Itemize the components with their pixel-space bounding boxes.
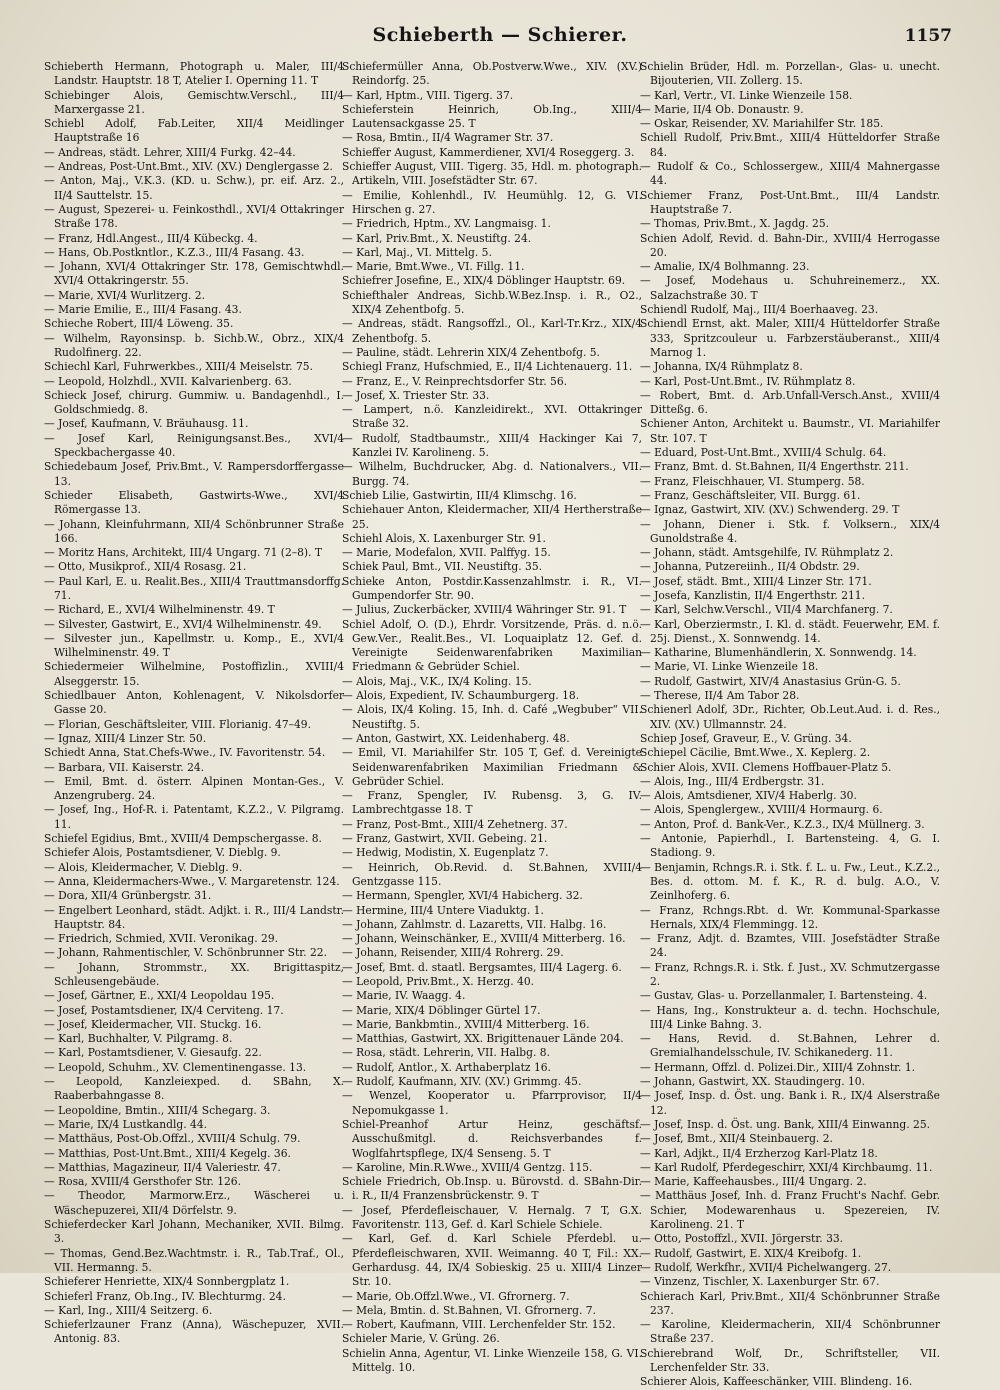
directory-entry: Schieffer August, Kammerdiener, XVI/4 Roseggerg. 3. xyxy=(342,145,635,159)
running-head: Schieberth — Schierer. xyxy=(372,24,628,46)
directory-entry: Schiefermüller Anna, Ob.Postverw.Wwe., XIV. (XV.) Reindorfg. 25. xyxy=(342,60,642,88)
directory-entry: — Rosa, städt. Lehrerin, VII. Halbg. 8. xyxy=(342,1046,550,1060)
directory-entry: — Josef, Bmt., XII/4 Steinbauerg. 2. xyxy=(640,1132,833,1146)
directory-entry: — Pauline, städt. Lehrerin XIX/4 Zehentbofg. 5. xyxy=(342,345,600,359)
directory-entry: — Johann, städt. Amtsgehilfe, IV. Rühmplatz 2. xyxy=(640,546,894,560)
directory-entry: — Ignaz, XIII/4 Linzer Str. 50. xyxy=(44,731,207,745)
directory-entry: — Franz, Spengler, IV. Rubensg. 3, G. IV. Lambrechtgasse 18. T xyxy=(342,789,642,817)
directory-entry: — Karl, Oberziermstr., I. Kl. d. städt. Feuerwehr, EM. f. 25j. Dienst., X. Sonnwendg. 14. xyxy=(640,617,940,645)
directory-entry: — Karl, Buchhalter, V. Pilgramg. 8. xyxy=(44,1032,233,1046)
directory-entry: — Emil, Bmt. d. österr. Alpinen Montan-Ges., V. Anzengruberg. 24. xyxy=(44,774,344,803)
directory-entry: — Franz, Bmt. d. St.Bahnen, II/4 Engerthstr. 211. xyxy=(640,460,909,474)
directory-entry: — Anton, Prof. d. Bank-Ver., K.Z.3., IX/4 Müllnerg. 3. xyxy=(640,817,925,831)
directory-entry: Schiegl Franz, Hufschmied, E., II/4 Lichtenauerg. 11. xyxy=(342,360,633,374)
directory-entry: — Anton, Maj., V.K.3. (KD. u. Schw.), pr. eif. Arz. 2., II/4 Sauttelstr. 15. xyxy=(44,174,344,202)
directory-entry: Schiefer Alois, Postamtsdiener, V. Dieblg. 9. xyxy=(44,846,281,860)
directory-entry: — Alois, Ing., III/4 Erdbergstr. 31. xyxy=(640,774,825,788)
directory-entry: — Karl, Hptm., VIII. Tigerg. 37. xyxy=(342,88,514,102)
directory-entry: — Wilhelm, Rayonsinsp. b. Sichb.W., Obrz., XIX/4 Rudolfinerg. 22. xyxy=(44,331,344,359)
directory-entry: — Hermine, III/4 Untere Viaduktg. 1. xyxy=(342,903,544,917)
directory-entry: — Hermann, Spengler, XVI/4 Habicherg. 32. xyxy=(342,889,583,903)
directory-entry: — Alois, IX/4 Koling. 15, Inh. d. Café „Wegbuber“ VII. Neustiftg. 5. xyxy=(342,703,642,731)
directory-entry: — Josef, Postamtsdiener, IX/4 Cerviteng. 17. xyxy=(44,1003,284,1017)
directory-entry: Schiehl Alois, X. Laxenburger Str. 91. xyxy=(342,531,546,545)
page-header xyxy=(40,24,960,54)
directory-entry: — Franz, Hdl.Angest., III/4 Kübeckg. 4. xyxy=(44,231,258,245)
directory-entry: — Karl, Ing., XIII/4 Seitzerg. 6. xyxy=(44,1303,213,1317)
directory-entry: — Karl, Selchw.Verschl., VII/4 Marchfanerg. 7. xyxy=(640,603,893,617)
directory-entry: — Heinrich, Ob.Revid. d. St.Bahnen, XVIII/4 Gentzgasse 115. xyxy=(342,860,642,888)
directory-column-3 xyxy=(640,60,940,1389)
directory-entry: — Antonie, Papierhdl., I. Bartensteing. 4, G. I. Stadiong. 9. xyxy=(640,832,940,860)
directory-entry: Schieferl Franz, Ob.Ing., IV. Blechturmg. 24. xyxy=(44,1289,286,1303)
directory-entry: — Thomas, Priv.Bmt., X. Jagdg. 25. xyxy=(640,217,830,231)
directory-entry: — Alois, Spenglergew., XVIII/4 Hormaurg. 6. xyxy=(640,803,883,817)
directory-entry: — Barbara, VII. Kaiserstr. 24. xyxy=(44,760,205,774)
directory-entry: Schieb Lilie, Gastwirtin, III/4 Klimschg. 16. xyxy=(342,488,577,502)
directory-entry: Schiell Rudolf, Priv.Bmt., XIII/4 Hütteldorfer Straße 84. xyxy=(640,131,940,159)
directory-entry: — Josefa, Kanzlistin, II/4 Engerthstr. 211. xyxy=(640,588,865,602)
directory-entry: Schieferstein Heinrich, Ob.Ing., XIII/4 Lautensackgasse 25. T xyxy=(342,102,642,131)
directory-entry: — Richard, E., XVI/4 Wilhelminenstr. 49. T xyxy=(44,603,275,617)
directory-entry: — Matthias, Magazineur, II/4 Valeriestr. 47. xyxy=(44,1160,281,1174)
directory-entry: Schieferdecker Karl Johann, Mechaniker, XVII. Bilmg. 3. xyxy=(44,1218,344,1246)
directory-entry: Schieberth Hermann, Photograph u. Maler, III/4 Landstr. Hauptstr. 18 T, Atelier I. Operning 11. T xyxy=(44,60,344,88)
directory-entry: Schiendl Rudolf, Maj., III/4 Boerhaaveg. 23. xyxy=(640,303,879,317)
directory-entry: — Matthäus, Post-Ob.Offzl., XVIII/4 Schulg. 79. xyxy=(44,1132,301,1146)
directory-entry: — Johann, Strommstr., XX. Brigittaspitz, Schleusengebäude. xyxy=(44,960,344,988)
directory-entry: — Amalie, IX/4 Bolhmanng. 23. xyxy=(640,260,810,274)
directory-entry: — Karl Rudolf, Pferdegeschirr, XXI/4 Kirchbaumg. 11. xyxy=(640,1160,933,1174)
directory-entry: — Theodor, Marmorw.Erz., Wäscherei u. Wäschepuzerei, XII/4 Dörfelstr. 9. xyxy=(44,1189,344,1217)
directory-entry: — Otto, Musikprof., XII/4 Rosasg. 21. xyxy=(44,560,247,574)
directory-entry: Schiek Paul, Bmt., VII. Neustiftg. 35. xyxy=(342,560,543,574)
directory-entry: — Karl, Gef. d. Karl Schiele Pferdebl. u. Pferdefleischwaren, XVII. Weimanng. 40 T, Fil.: XX. Gerhardusg. 44, IX/4 Sobieskig. 25 u. XIII/4 Linzer Str. 10. xyxy=(342,1232,642,1289)
directory-entry: — Marie, VI. Linke Wienzeile 18. xyxy=(640,660,819,674)
directory-entry: Schieche Robert, III/4 Löweng. 35. xyxy=(44,317,234,331)
directory-entry: Schiebl Adolf, Fab.Leiter, XII/4 Meidlinger Hauptstraße 16 xyxy=(44,117,344,145)
directory-entry: — Silvester, Gastwirt, E., XVI/4 Wilhelminenstr. 49. xyxy=(44,617,322,631)
directory-entry: — Johann, Zahlmstr. d. Lazaretts, VII. Halbg. 16. xyxy=(342,917,607,931)
directory-entry: Schieler Marie, V. Grüng. 26. xyxy=(342,1332,500,1346)
directory-entry: — Hedwig, Modistin, X. Eugenplatz 7. xyxy=(342,846,549,860)
directory-entry: — Andreas, Post-Unt.Bmt., XIV. (XV.) Denglergasse 2. xyxy=(44,160,333,174)
directory-entry: — Rudolf, Kaufmann, XIV. (XV.) Grimmg. 45. xyxy=(342,1075,582,1089)
directory-entry: — Josef, Pferdefleischauer, V. Hernalg. 7 T, G.X. Favoritenstr. 113, Gef. d. Karl Schiele Schiele. xyxy=(342,1203,642,1232)
directory-entry: — Johann, Diener i. Stk. f. Volksern., XIX/4 Gunoldstraße 4. xyxy=(640,517,940,545)
directory-entry: — Franz, Fleischhauer, VI. Stumperg. 58. xyxy=(640,474,865,488)
directory-entry: — Alois, Kleidermacher, V. Dieblg. 9. xyxy=(44,860,243,874)
directory-entry: Schiehauer Anton, Kleidermacher, XII/4 Hertherstraße 25. xyxy=(342,503,642,531)
directory-entry: Schieferlzauner Franz (Anna), Wäschepuzer, XVII. Antonig. 83. xyxy=(44,1318,344,1346)
directory-entry: Schien Adolf, Revid. d. Bahn-Dir., XVIII/4 Herrogasse 20. xyxy=(640,231,940,259)
directory-entry: — Marie, IV. Waagg. 4. xyxy=(342,989,466,1003)
directory-entry: — Rosa, XVIII/4 Gersthofer Str. 126. xyxy=(44,1175,242,1189)
directory-entry: — Friedrich, Schmied, XVII. Veronikag. 29. xyxy=(44,932,279,946)
directory-entry: Schienerl Adolf, 3Dr., Richter, Ob.Leut.Aud. i. d. Res., XIV. (XV.) Ullmannstr. 24. xyxy=(640,703,940,731)
directory-entry: Schiedlbauer Anton, Kohlenagent, V. Nikolsdorfer Gasse 20. xyxy=(44,689,344,717)
directory-entry: Schiefel Egidius, Bmt., XVIII/4 Dempschergasse. 8. xyxy=(44,832,322,846)
directory-entry: — Marie, Bankbmtin., XVIII/4 Mitterberg. 16. xyxy=(342,1017,590,1031)
directory-entry: — Marie, Bmt.Wwe., VI. Fillg. 11. xyxy=(342,260,525,274)
directory-entry: — August, Spezerei- u. Feinkosthdl., XVI/4 Ottakringer Straße 178. xyxy=(44,202,344,231)
directory-entry: — Karl, Vertr., VI. Linke Wienzeile 158. xyxy=(640,88,853,102)
directory-entry: — Johanna, Putzereiinh., II/4 Obdstr. 29. xyxy=(640,560,860,574)
directory-entry: — Marie, IX/4 Lustkandlg. 44. xyxy=(44,1117,208,1131)
directory-entry: — Hermann, Offzl. d. Polizei.Dir., XIII/4 Zohnstr. 1. xyxy=(640,1060,916,1074)
directory-entry: — Otto, Postoffzl., XVII. Jörgerstr. 33. xyxy=(640,1232,844,1246)
directory-entry: — Johann, Kleinfuhrmann, XII/4 Schönbrunner Straße 166. xyxy=(44,517,344,545)
directory-entry: — Wilhelm, Buchdrucker, Abg. d. Nationalvers., VII. Burgg. 74. xyxy=(342,460,642,488)
directory-entry: — Emil, VI. Mariahilfer Str. 105 T, Gef. d. Vereinigte Seidenwarenfabriken Maximilian Friedmann & Gebrüder Schiel. xyxy=(342,746,642,788)
directory-entry: — Robert, Bmt. d. Arb.Unfall-Versch.Anst., XVIII/4 Ditteßg. 6. xyxy=(640,388,940,417)
directory-entry: — Andreas, städt. Rangsoffzl., Ol., Karl-Tr.Krz., XIX/4 Zehentbofg. 5. xyxy=(342,317,642,345)
directory-entry: — Leopold, Priv.Bmt., X. Herzg. 40. xyxy=(342,975,535,988)
directory-column-2 xyxy=(342,60,642,1375)
directory-entry: Schiepel Cäcilie, Bmt.Wwe., X. Keplerg. 2. xyxy=(640,746,871,760)
directory-entry: — Florian, Geschäftsleiter, VIII. Florianig. 47–49. xyxy=(44,717,311,731)
directory-entry: Schierebrand Wolf, Dr., Schriftsteller, VII. Lerchenfelder Str. 33. xyxy=(640,1346,940,1375)
directory-entry: — Lampert, n.ö. Kanzleidirekt., XVI. Ottakringer Straße 32. xyxy=(342,403,642,431)
directory-entry: — Katharine, Blumenhändlerin, X. Sonnwendg. 14. xyxy=(640,646,917,660)
directory-entry: — Gustav, Glas- u. Porzellanmaler, I. Bartensteing. 4. xyxy=(640,989,928,1003)
directory-entry: — Josef, städt. Bmt., XIII/4 Linzer Str. 171. xyxy=(640,574,872,588)
directory-entry: — Anton, Gastwirt, XX. Leidenhaberg. 48. xyxy=(342,731,570,745)
directory-entry: — Moritz Hans, Architekt, III/4 Ungarg. 71 (2–8). T xyxy=(44,546,322,560)
directory-entry: — Karl, Maj., VI. Mittelg. 5. xyxy=(342,245,492,259)
directory-entry: Schieke Anton, Postdir.Kassenzahlmstr. i. R., VI. Gumpendorfer Str. 90. xyxy=(342,574,642,602)
directory-entry: — Franz, Adjt. d. Bzamtes, VIII. Josefstädter Straße 24. xyxy=(640,932,940,960)
directory-entry: Schieferer Henriette, XIX/4 Sonnbergplatz 1. xyxy=(44,1275,290,1289)
directory-entry: — Josef, Modehaus u. Schuhreinemerz., XX. Salzachstraße 30. T xyxy=(640,274,940,302)
directory-entry: — Karl, Post-Unt.Bmt., IV. Rühmplatz 8. xyxy=(640,374,856,388)
directory-entry: Schiedt Anna, Stat.Chefs-Wwe., IV. Favoritenstr. 54. xyxy=(44,746,326,760)
directory-entry: — Vinzenz, Tischler, X. Laxenburger Str. 67. xyxy=(640,1275,880,1289)
directory-entry: — Hans, Ob.Postkntlor., K.Z.3., III/4 Fasang. 43. xyxy=(44,245,305,259)
directory-entry: — Karl, Priv.Bmt., X. Neustiftg. 24. xyxy=(342,231,532,245)
directory-entry: — Marie, II/4 Ob. Donaustr. 9. xyxy=(640,102,804,116)
directory-entry: — Karl, Adjkt., II/4 Erzherzog Karl-Platz 18. xyxy=(640,1146,878,1160)
directory-entry: — Josef Karl, Reinigungsanst.Bes., XVI/4 Speckbachergasse 40. xyxy=(44,431,344,460)
directory-entry: — Wenzel, Kooperator u. Pfarrprovisor, II/4 Nepomukgasse 1. xyxy=(342,1089,642,1117)
directory-entry: — Josef, Insp. d. Öst. ung. Bank i. R., IX/4 Alserstraße 12. xyxy=(640,1089,940,1117)
directory-entry: Schieder Elisabeth, Gastwirts-Wwe., XVI/4 Römergasse 13. xyxy=(44,488,344,517)
directory-entry: Schiel-Preanhof Artur Heinz, geschäftsf. Ausschußmitgl. d. Reichsverbandes f. Woglfahrtspflege, IX/4 Senseng. 5. T xyxy=(342,1117,642,1160)
directory-entry: — Matthias, Post-Unt.Bmt., XIII/4 Kegelg. 36. xyxy=(44,1146,291,1160)
directory-entry: — Leopoldine, Bmtin., XIII/4 Schegarg. 3. xyxy=(44,1103,271,1117)
directory-entry: — Alois, Amtsdiener, XIV/4 Haberlg. 30. xyxy=(640,789,857,803)
directory-entry: — Alois, Expedient, IV. Schaumburgerg. 18. xyxy=(342,689,580,703)
directory-entry: — Josef, Bmt. d. staatl. Bergsamtes, III/4 Lagerg. 6. xyxy=(342,960,622,974)
directory-entry: — Engelbert Leonhard, städt. Adjkt. i. R., III/4 Landstr. Hauptstr. 84. xyxy=(44,903,344,931)
directory-entry: — Franz, Geschäftsleiter, VII. Burgg. 61. xyxy=(640,488,861,502)
directory-entry: — Johann, XVI/4 Ottakringer Str. 178, Gemischtwhdl. XVI/4 Ottakringerstr. 55. xyxy=(44,260,344,288)
directory-entry: — Friedrich, Hptm., XV. Langmaisg. 1. xyxy=(342,217,551,231)
directory-entry: — Thomas, Gend.Bez.Wachtmstr. i. R., Tab.Traf., Ol., VII. Hermanng. 5. xyxy=(44,1246,344,1274)
directory-entry: — Rudolf, Antlor., X. Arthaberplatz 16. xyxy=(342,1060,551,1074)
directory-entry: — Therese, II/4 Am Tabor 28. xyxy=(640,689,800,703)
directory-entry: — Karoline, Kleidermacherin, XII/4 Schönbrunner Straße 237. xyxy=(640,1318,940,1346)
directory-entry: — Marie, Ob.Offzl.Wwe., VI. Gfrornerg. 7. xyxy=(342,1289,570,1303)
directory-entry: — Ignaz, Gastwirt, XIV. (XV.) Schwenderg. 29. T xyxy=(640,503,900,517)
directory-entry: — Rudolf, Gastwirt, XIV/4 Anastasius Grün-G. 5. xyxy=(640,674,901,688)
directory-entry: Schiel Adolf, O. (D.), Ehrdr. Vorsitzende, Präs. d. n.ö. Gew.Ver., Realit.Bes., VI. Loquaiplatz 12. Gef. d. Vereinigte Seidenwarenfabriken Maximilian Friedmann & Gebrüder Schiel. xyxy=(342,617,642,674)
directory-entry: Schieck Josef, chirurg. Gummiw. u. Bandagenhdl., I. Goldschmiedg. 8. xyxy=(44,388,344,417)
directory-entry: — Julius, Zuckerbäcker, XVIII/4 Währinger Str. 91. T xyxy=(342,603,627,617)
directory-entry: — Matthäus Josef, Inh. d. Franz Frucht's Nachf. Gebr. Schier, Modewarenhaus u. Spezereien, IV. Karolineng. 21. T xyxy=(640,1189,940,1232)
directory-entry: — Leopold, Kanzleiexped. d. SBahn, X. Raaberbahngasse 8. xyxy=(44,1075,344,1103)
directory-entry: — Rosa, Bmtin., II/4 Wagramer Str. 37. xyxy=(342,131,554,145)
directory-entry: — Rudolf, Gastwirt, E. XIX/4 Kreibofg. 1. xyxy=(640,1246,862,1260)
directory-entry: — Marie, XIX/4 Döblinger Gürtel 17. xyxy=(342,1003,541,1017)
directory-entry: Schiedermeier Wilhelmine, Postoffizlin., XVIII/4 Alseggerstr. 15. xyxy=(44,660,344,688)
directory-entry: — Dora, XII/4 Grünbergstr. 31. xyxy=(44,889,212,903)
directory-entry: Schiele Friedrich, Ob.Insp. u. Bürovstd. d. SBahn-Dir. i. R., II/4 Franzensbrückenstr. 9. T xyxy=(342,1175,642,1203)
directory-entry: — Paul Karl, E. u. Realit.Bes., XIII/4 Trauttmansdorffg. 71. xyxy=(44,574,344,602)
directory-entry: — Leopold, Holzhdl., XVII. Kalvarienberg. 63. xyxy=(44,374,292,388)
directory-entry: — Franz, Rchngs.R. i. Stk. f. Just., XV. Schmutzergasse 2. xyxy=(640,960,940,988)
directory-entry: — Benjamin, Rchngs.R. i. Stk. f. L. u. Fw., Leut., K.Z.2., Bes. d. ottom. M. f. K., R. d. bulg. A.O., V. Zeinlhoferg. 6. xyxy=(640,860,940,903)
directory-entry: Schiedebaum Josef, Priv.Bmt., V. Rampersdorffergasse 13. xyxy=(44,460,344,488)
directory-entry: — Josef, X. Triester Str. 33. xyxy=(342,388,490,402)
directory-entry: — Mela, Bmtin. d. St.Bahnen, VI. Gfrornerg. 7. xyxy=(342,1303,596,1317)
directory-entry: — Matthias, Gastwirt, XX. Brigittenauer Lände 204. xyxy=(342,1032,624,1046)
directory-entry: — Rudolf & Co., Schlossergew., XIII/4 Mahnergasse 44. xyxy=(640,160,940,188)
directory-entry: — Josef, Kleidermacher, VII. Stuckg. 16. xyxy=(44,1017,262,1031)
directory-entry: — Johann, Weinschänker, E., XVIII/4 Mitterberg. 16. xyxy=(342,932,626,946)
directory-entry: Schielin Brüder, Hdl. m. Porzellan-, Glas- u. unecht. Bijouterien, VII. Zollerg. 15. xyxy=(640,60,940,88)
directory-entry: — Franz, E., V. Reinprechtsdorfer Str. 56. xyxy=(342,374,568,388)
directory-entry: Schiendl Ernst, akt. Maler, XIII/4 Hütteldorfer Straße 333, Spritzcouleur u. Farbzerstäuberanst., XIII/4 Marnog 1. xyxy=(640,317,940,359)
directory-entry: Schierach Karl, Priv.Bmt., XII/4 Schönbrunner Straße 237. xyxy=(640,1289,940,1317)
directory-entry: — Silvester jun., Kapellmstr. u. Komp., E., XVI/4 Wilhelminenstr. 49. T xyxy=(44,631,344,660)
directory-entry: — Josef, Kaufmann, V. Bräuhausg. 11. xyxy=(44,417,249,431)
directory-entry: — Hans, Revid. d. St.Bahnen, Lehrer d. Gremialhandelsschule, IV. Schikanederg. 11. xyxy=(640,1032,940,1060)
directory-entry: — Franz, Gastwirt, XVII. Gebeing. 21. xyxy=(342,832,548,846)
directory-entry: Schierer Alois, Kaffeeschänker, VIII. Blindeng. 16. xyxy=(640,1375,913,1389)
directory-entry: — Andreas, städt. Lehrer, XIII/4 Furkg. 42–44. xyxy=(44,145,296,159)
directory-entry: Schiefrer Josefine, E., XIX/4 Döblinger Hauptstr. 69. xyxy=(342,274,626,288)
directory-entry: — Johann, Gastwirt, XX. Staudingerg. 10. xyxy=(640,1075,866,1089)
directory-entry: — Rudolf, Werkfhr., XVII/4 Pichelwangerg. 27. xyxy=(640,1260,892,1274)
directory-entry: — Emilie, Kohlenhdl., IV. Heumühlg. 12, G. VI. Hirschen g. 27. xyxy=(342,188,642,216)
directory-entry: Schier Alois, XVII. Clemens Hoffbauer-Platz 5. xyxy=(640,760,892,774)
directory-entry: Schielin Anna, Agentur, VI. Linke Wienzeile 158, G. VI. Mittelg. 10. xyxy=(342,1346,642,1375)
directory-entry: — Johanna, IX/4 Rühmplatz 8. xyxy=(640,360,803,374)
directory-entry: Schiemer Franz, Post-Unt.Bmt., III/4 Landstr. Hauptstraße 7. xyxy=(640,188,940,216)
directory-entry: — Leopold, Schuhm., XV. Clementinengasse. 13. xyxy=(44,1060,307,1074)
directory-entry: — Anna, Kleidermachers-Wwe., V. Margaretenstr. 124. xyxy=(44,874,340,888)
directory-entry: — Rudolf, Stadtbaumstr., XIII/4 Hackinger Kai 7, Kanzlei IV. Karolineng. 5. xyxy=(342,431,642,460)
directory-entry: — Johann, Reisender, XIII/4 Rohrerg. 29. xyxy=(342,946,564,960)
directory-entry: Schiefthaler Andreas, Sichb.W.Bez.Insp. i. R., O2., XIX/4 Zehentbofg. 5. xyxy=(342,288,642,317)
directory-entry: — Hans, Ing., Konstrukteur a. d. techn. Hochschule, III/4 Linke Bahng. 3. xyxy=(640,1003,940,1031)
directory-entry: — Josef, Ing., Hof-R. i. Patentamt, K.Z.2., V. Pilgramg. 11. xyxy=(44,803,344,831)
page-number: 1157 xyxy=(904,26,952,46)
directory-entry: Schiep Josef, Graveur, E., V. Grüng. 34. xyxy=(640,731,852,745)
directory-entry: — Franz, Rchngs.Rbt. d. Wr. Kommunal-Sparkasse Hernals, XIX/4 Flemmingg. 12. xyxy=(640,903,940,931)
directory-entry: — Karl, Postamtsdiener, V. Giesaufg. 22. xyxy=(44,1046,262,1060)
directory-entry: — Marie Emilie, E., III/4 Fasang. 43. xyxy=(44,303,242,317)
directory-entry: Schiechl Karl, Fuhrwerkbes., XIII/4 Meiselstr. 75. xyxy=(44,360,313,374)
directory-column-1 xyxy=(44,60,344,1346)
directory-entry: — Alois, Maj., V.K., IX/4 Koling. 15. xyxy=(342,674,532,688)
directory-entry: — Eduard, Post-Unt.Bmt., XVIII/4 Schulg. 64. xyxy=(640,446,887,460)
directory-entry: — Oskar, Reisender, XV. Mariahilfer Str. 185. xyxy=(640,117,884,131)
directory-entry: — Marie, XVI/4 Wurlitzerg. 2. xyxy=(44,288,205,302)
directory-entry: — Josef, Gärtner, E., XXI/4 Leopoldau 195. xyxy=(44,989,275,1003)
directory-entry: — Marie, Kaffeehausbes., III/4 Ungarg. 2. xyxy=(640,1175,867,1189)
directory-entry: — Franz, Post-Bmt., XIII/4 Zehetnerg. 37. xyxy=(342,817,568,831)
directory-entry: Schiener Anton, Architekt u. Baumstr., VI. Mariahilfer Str. 107. T xyxy=(640,417,940,445)
directory-entry: Schiebinger Alois, Gemischtw.Verschl., III/4 Marxergasse 21. xyxy=(44,88,344,116)
directory-entry: — Robert, Kaufmann, VIII. Lerchenfelder Str. 152. xyxy=(342,1318,616,1332)
directory-entry: — Johann, Rahmentischler, V. Schönbrunner Str. 22. xyxy=(44,946,327,960)
directory-entry: — Karoline, Min.R.Wwe., XVIII/4 Gentzg. 115. xyxy=(342,1160,593,1174)
directory-entry: — Marie, Modefalon, XVII. Palffyg. 15. xyxy=(342,546,551,560)
directory-entry: Schieffer August, VIII. Tigerg. 35, Hdl. m. photograph. Artikeln, VIII. Josefstädter Str. 67. xyxy=(342,160,642,188)
directory-entry: — Josef, Insp. d. Öst. ung. Bank, XIII/4 Einwanng. 25. xyxy=(640,1117,931,1131)
